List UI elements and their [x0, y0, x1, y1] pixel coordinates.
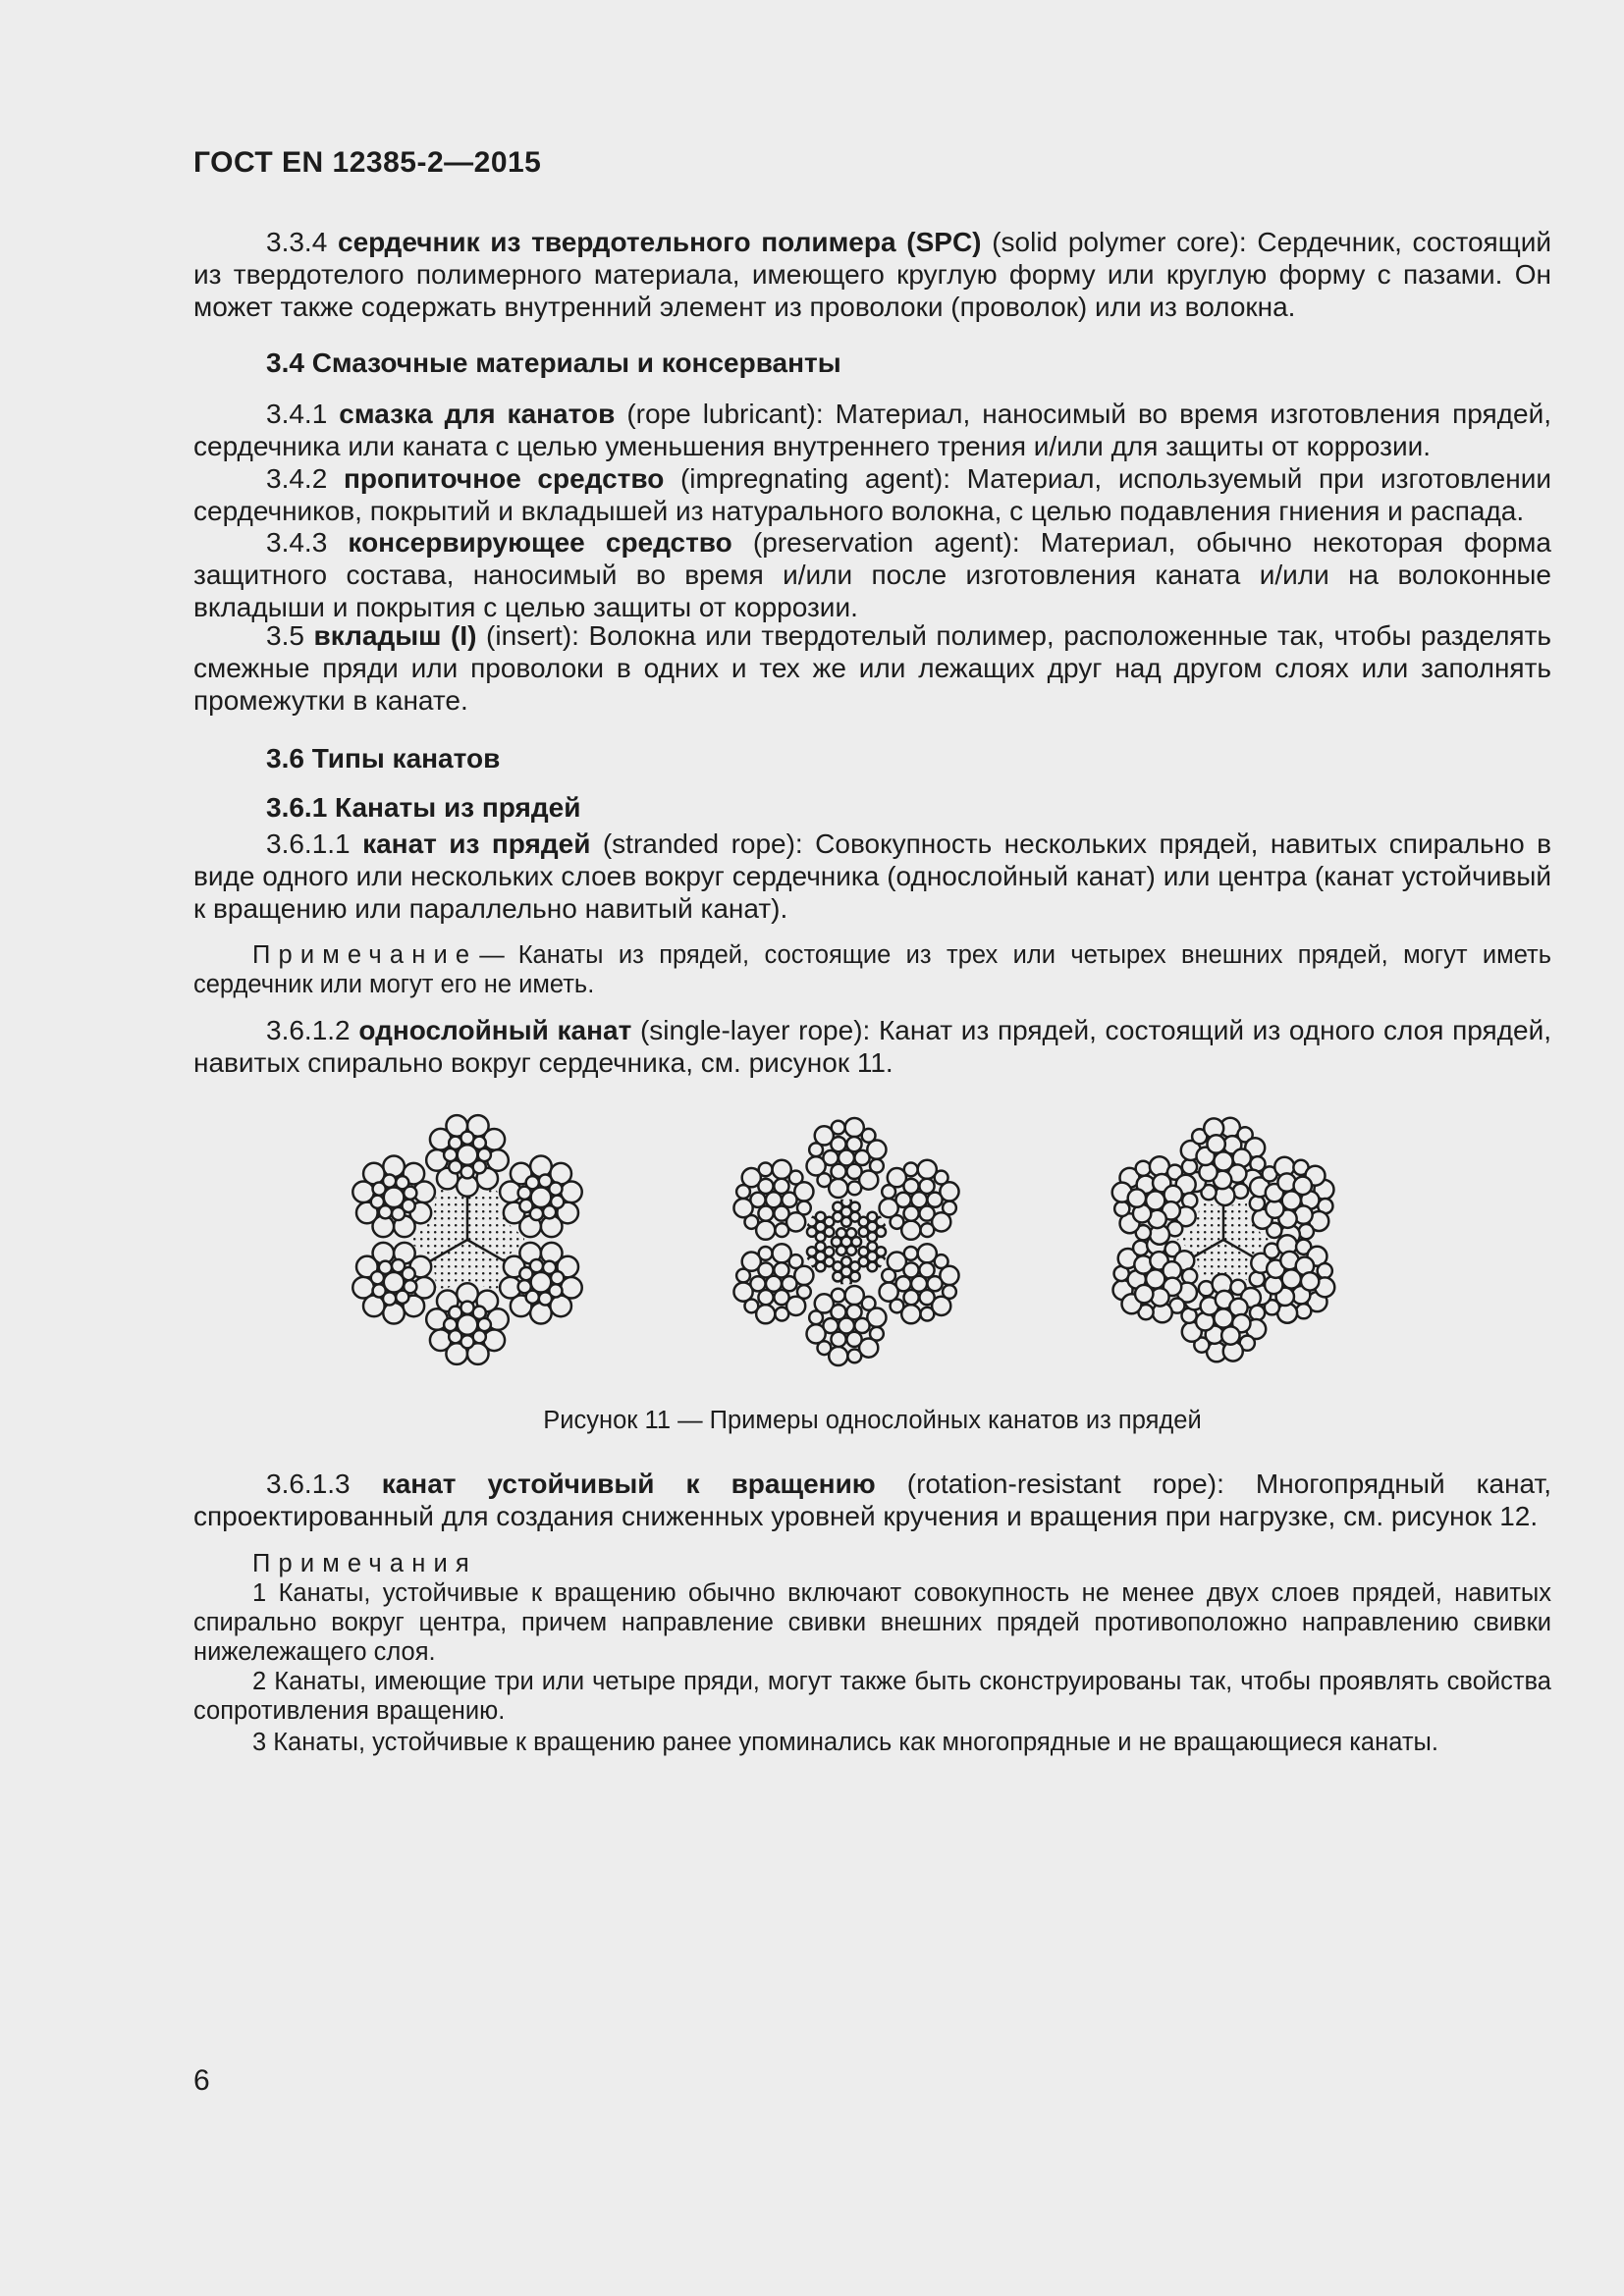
- paragraph-3-4-1: [193, 398, 1551, 462]
- term: вкладыш (I): [313, 620, 477, 651]
- term: пропиточное средство: [343, 463, 665, 494]
- definition-text: (solid polymer core): Сердечник, состоящий из твердотелого полимерного материала, имеющего круглую форму или круглую форму с пазами. Он может также содержать внутренний элемент из проволоки (проволок) или из волокна.: [193, 227, 1552, 322]
- page-number: 6: [193, 2064, 210, 2097]
- definition-text: (rotation-resistant rope): Многопрядный канат, спроектированный для создания сниженных уровней кручения и вращения при нагрузке, см. рисунок 12.: [193, 1468, 1551, 1531]
- paragraph-3-6-1-3: [193, 1468, 1551, 1532]
- term: однослойный канат: [358, 1015, 632, 1045]
- definition-text: (single-layer rope): Канат из прядей, состоящий из одного слоя прядей, навитых спирально вокруг сердечника, см. рисунок 11.: [193, 1015, 1552, 1078]
- clause-number: 3.6.1.3: [266, 1468, 351, 1499]
- heading-3-6: 3.6 Типы канатов: [266, 743, 501, 774]
- definition-text: (stranded rope): Совокупность нескольких прядей, навитых спирально в виде одного или нескольких слоев вокруг сердечника (однослойный канат) или центра (канат устойчивый к вращению или параллельно навитый канат).: [193, 828, 1551, 924]
- clause-number: 3.4.2: [266, 463, 328, 494]
- rope-cross-section-wire-core: [731, 1116, 960, 1367]
- rope-cross-section-fibre-core: [352, 1113, 583, 1366]
- term: смазка для канатов: [339, 399, 616, 429]
- term: канат из прядей: [362, 828, 591, 859]
- definition-text: (impregnating agent): Материал, используемый при изготовлении сердечников, покрытий и вкладышей из натурального волокна, с целью подавления гниения и распада.: [193, 463, 1552, 526]
- definition-text: (preservation agent): Материал, обычно некоторая форма защитного состава, наносимый во время и/или после изготовления каната и/или на волоконные вкладыши и покрытия с целью защиты от коррозии.: [193, 527, 1552, 622]
- definition-text: (insert): Волокна или твердотелый полимер, расположенные так, чтобы разделять смежные пряди или проволоки в одних и тех же или лежащих друг над другом слоях или заполнять промежутки в канате.: [193, 620, 1551, 716]
- term: сердечник из твердотельного полимера (SPC): [338, 227, 982, 257]
- heading-3-4: 3.4 Смазочные материалы и консерванты: [266, 347, 841, 378]
- paragraph-3-6-1-2: [193, 1014, 1551, 1079]
- note-label: Примечание: [252, 941, 478, 969]
- clause-number: 3.4.3: [266, 527, 328, 558]
- figure-11-caption: Рисунок 11 — Примеры однослойных канатов из прядей: [543, 1407, 1202, 1434]
- paragraph-3-5: [193, 619, 1551, 717]
- term: консервирующее средство: [348, 527, 732, 558]
- paragraph-3-6-1-1: [193, 828, 1551, 925]
- clause-number: 3.5: [266, 620, 304, 651]
- paragraph-3-3-4: [193, 226, 1551, 323]
- paragraph-3-4-3: [193, 526, 1551, 623]
- note-item-2: [193, 1667, 1551, 1726]
- standard-designation: ГОСТ EN 12385-2—2015: [193, 146, 542, 179]
- clause-number: 3.3.4: [266, 227, 328, 257]
- note-item-1: [193, 1578, 1551, 1667]
- clause-number: 3.4.1: [266, 399, 328, 429]
- notes-label: Примечания: [252, 1550, 477, 1577]
- note-text: 1 Канаты, устойчивые к вращению обычно включают совокупность не менее двух слоев прядей, навитых спирально вокруг центра, причем направление свивки внешних прядей противоположно направлению свивки нижележащего слоя.: [193, 1579, 1551, 1666]
- note-text: 2 Канаты, имеющие три или четыре пряди, могут также быть сконструированы так, чтобы проявлять свойства сопротивления вращению.: [193, 1668, 1551, 1725]
- definition-text: (rope lubricant): Материал, наносимый во время изготовления прядей, сердечника или каната с целью уменьшения внутреннего трения и/или для защиты от коррозии.: [193, 399, 1551, 461]
- clause-number: 3.6.1.1: [266, 828, 351, 859]
- heading-3-6-1: 3.6.1 Канаты из прядей: [266, 792, 581, 823]
- note-3-6-1-1: [193, 940, 1551, 999]
- notes-label-block: [193, 1549, 1551, 1578]
- rope-cross-section-compacted: [1110, 1117, 1336, 1363]
- paragraph-3-4-2: [193, 462, 1551, 527]
- note-text: 3 Канаты, устойчивые к вращению ранее упоминались как многопрядные и не вращающиеся канаты.: [252, 1729, 1438, 1756]
- page-header: [193, 146, 1551, 180]
- note-dash: —: [479, 941, 505, 969]
- clause-number: 3.6.1.2: [266, 1015, 351, 1045]
- note-text: Канаты из прядей, состоящие из трех или четырех внешних прядей, могут иметь сердечник или могут его не иметь.: [193, 941, 1551, 998]
- figure-11-rope-cross-sections: [0, 1099, 1624, 1386]
- note-item-3: [193, 1728, 1551, 1757]
- term: канат устойчивый к вращению: [381, 1468, 876, 1499]
